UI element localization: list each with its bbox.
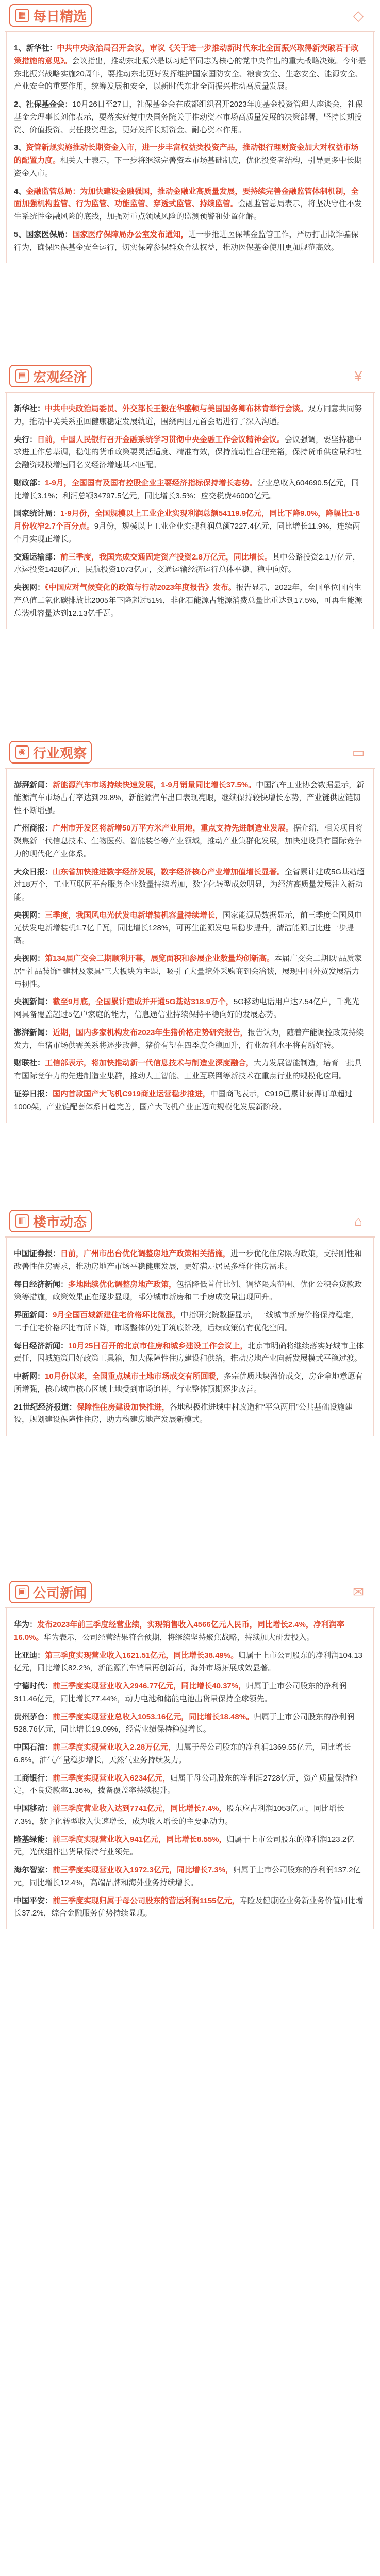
news-source: 交通运输部： (14, 552, 61, 562)
section-panel (6, 1238, 374, 1436)
news-source: 中新网： (14, 1372, 45, 1381)
building-icon: ▥ (15, 1214, 29, 1228)
news-source: 央视网： (14, 910, 45, 920)
news-source: 4、 (14, 187, 26, 196)
news-body: 10月26日至27日，社保基金会在成都组织召开2023年度基金投资管理人座谈会，社保基金会理事长刘伟表示，要落实好党中央国务院关于推动资本市场高质量发展的决策部署，坚持长期投资、价值投资、责任投资理念，更好发挥长期资金、耐心资本作用。 (14, 100, 363, 134)
news-headline: 国内首款国产大飞机C919商业运营稳步推进， (53, 1089, 210, 1098)
news-headline: 第134届广交会二期顺利开幕，展览面积和参展企业数量均创新高。 (45, 954, 275, 963)
decorative-icon: ▭ (352, 744, 365, 760)
news-source: 宁德时代： (14, 1682, 53, 1690)
news-item (14, 1248, 366, 1274)
news-headline: 1-9月，全国国有及国有控股企业主要经济指标保持增长态势。 (45, 478, 257, 487)
news-source: 广州商报： (14, 824, 53, 833)
news-source: 界面新闻： (14, 1311, 53, 1319)
news-item (14, 1619, 366, 1645)
section-title-box (9, 1581, 92, 1603)
news-item (14, 1864, 366, 1890)
section-header (5, 1577, 375, 1608)
calendar-icon: ▦ (15, 9, 29, 22)
news-body: 营业总收入604690.5亿元，同比增长3.1%；利润总额34797.5亿元，同比增长3.5%；应交税费46000亿元。 (14, 478, 359, 500)
news-headline: 前三季度实现营业收入2946.77亿元，同比增长40.37%， (53, 1682, 246, 1690)
news-source: 澎湃新闻： (14, 1028, 53, 1037)
news-source: 隆基绿能： (14, 1835, 53, 1844)
news-body: 据介绍，相关项目将聚焦新一代信息技术、生物医药、智能装备等产业领域，推动产业集群化发展，加快建设具有国际竞争力的现代化产业体系。 (14, 824, 363, 858)
news-source: 比亚迪： (14, 1651, 45, 1660)
section-hongguan (0, 361, 380, 629)
news-body: 9月份，规模以上工业企业实现利润总额7227.4亿元，同比增长11.9%，连续两个月实现正增长。 (14, 522, 360, 544)
news-source: 中国平安： (14, 1896, 53, 1905)
news-headline: 第三季度实现营业收入1621.51亿元，同比增长38.49%。 (45, 1651, 239, 1660)
section-panel (6, 769, 374, 1123)
news-item (14, 1650, 366, 1675)
news-source: 央行： (14, 435, 38, 444)
news-item (14, 1803, 366, 1828)
news-item (14, 1772, 366, 1798)
news-body: 股东应占利润1053亿元，同比增长7.3%，数字化转型收入快速增长，成为收入增长的主要驱动力。 (14, 1804, 344, 1826)
news-body: 归属于上市公司股东的净利润311.46亿元，同比增长77.44%，动力电池和储能电池出货量保持全球领先。 (14, 1682, 347, 1703)
news-source: 中国石油： (14, 1743, 53, 1752)
news-item (14, 507, 366, 546)
news-headline: 广州市开发区将新增50万平方米产业用地，重点支持先进制造业发展。 (53, 824, 293, 833)
news-headline: 中共中央政治局委员、外交部长王毅在华盛顿与美国国务卿布林肯举行会谈。 (45, 404, 308, 413)
news-body: 归属于上市公司股东的净利润137.2亿元，同比增长12.4%，高端品牌和海外业务持续增长。 (14, 1866, 361, 1887)
news-headline: 三季度，我国风电光伏发电新增装机容量持续增长， (45, 910, 223, 920)
news-source: 澎湃新闻： (14, 781, 53, 789)
news-headline: 日前，广州市出台优化调整房地产政策相关措施， (60, 1249, 231, 1258)
section-title: 楼市动态 (33, 1214, 87, 1230)
section-title-box (9, 741, 92, 764)
section-header (5, 1206, 375, 1238)
decorative-icon: ¥ (354, 368, 362, 384)
news-headline: 截至9月底，全国累计建成并开通5G基站318.9万个， (53, 997, 234, 1007)
news-headline: 10月份以来，全国重点城市土地市场成交有所回暖， (45, 1372, 224, 1381)
news-headline: 日前，中国人民银行召开金融系统学习贯彻中央金融工作会议精神会议。 (37, 435, 285, 444)
chart-icon: ▤ (15, 369, 29, 383)
news-headline: 多地陆续优化调整房地产政策， (68, 1280, 177, 1289)
news-item (14, 1309, 366, 1335)
news-body: 国家能源局数据显示，前三季度全国风电光伏发电新增装机1.7亿千瓦，同比增长128%，可再生能源发电量稳步提升，清洁能源占比进一步提高。 (14, 910, 362, 945)
section-header (5, 0, 375, 32)
section-title: 每日精选 (33, 8, 87, 24)
news-source: 21世纪经济报道： (14, 1402, 77, 1412)
section-title-box (9, 365, 92, 387)
section-panel (6, 32, 374, 263)
news-item (14, 1895, 366, 1921)
section-title-box (9, 4, 92, 27)
news-headline: 发布2023年前三季度经营业绩，实现销售收入4566亿元人民币，同比增长2.4%，净利润率16.0%。 (14, 1620, 344, 1642)
news-headline: 前三季度，我国完成交通固定资产投资2.8万亿元，同比增长。 (60, 552, 272, 562)
section-title: 宏观经济 (33, 369, 87, 385)
news-item (14, 185, 366, 224)
news-body: 中国商飞表示，C919已累计获得订单超过1000架，产业链配套体系日趋完善，国产大飞机产业正迈向规模化发展新阶段。 (14, 1089, 353, 1111)
news-source: 华为： (14, 1620, 38, 1629)
news-item (14, 1711, 366, 1737)
news-source: 贵州茅台： (14, 1712, 53, 1721)
news-item (14, 996, 366, 1022)
news-source: 大众日报： (14, 867, 53, 876)
news-item (14, 1680, 366, 1706)
news-source: 工商银行： (14, 1773, 53, 1783)
news-body: 中国汽车工业协会数据显示，新能源汽车市场占有率达到29.8%，新能源汽车出口表现亮眼，继续保持较快增长态势，产业链供应链韧性不断增强。 (14, 781, 365, 815)
news-item (14, 1057, 366, 1083)
news-source: 国家统计局： (14, 509, 61, 518)
news-body: 会议指出，推动东北振兴是以习近平同志为核心的党中央作出的重大战略决策。今年是东北振兴战略实施20周年，要推动东北更好发挥维护国家国防安全、粮食安全、生态安全、能源安全、产业安全的重要作用，统筹发展和安全，以新时代东北全面振兴推动高质量发展。 (14, 56, 366, 91)
news-headline: 新能源汽车市场持续快速发展，1-9月销量同比增长37.5%。 (53, 781, 256, 789)
news-item (14, 229, 366, 255)
news-source: 3、 (14, 143, 26, 152)
news-source: 央视新闻： (14, 997, 53, 1007)
section-loushi (0, 1206, 380, 1436)
news-item (14, 1401, 366, 1427)
news-source: 央视网： (14, 954, 45, 963)
section-title: 公司新闻 (33, 1585, 87, 1601)
news-item (14, 1370, 366, 1396)
news-body: 全省累计建成5G基站超过18万个，工业互联网平台服务企业数量持续增加，数字化转型成效明显，为经济高质量发展注入新动能。 (14, 867, 365, 902)
news-body: 本届广交会二期以“品质家居”“礼品装饰”“建材及家具”三大板块为主题，吸引了大量境外采购商到会洽谈，展现中国外贸发展活力与韧性。 (14, 954, 362, 989)
news-body: 北京市明确将继续落实好城市主体责任，因城施策用好政策工具箱，加大保障性住房建设和供给，推动房地产业向新发展模式平稳过渡。 (14, 1341, 364, 1363)
news-body: 归属于上市公司股东的净利润104.13亿元，同比增长82.2%，新能源汽车销量再创新高，海外市场拓展成效显著。 (14, 1651, 363, 1673)
news-headline: 资管新规实施推动长期资金入市，进一步丰富权益类投资产品，推动银行理财资金加大对权益市场的配置力度。 (14, 143, 359, 165)
news-item (14, 866, 366, 904)
news-source: 财政部： (14, 478, 45, 487)
news-headline: 前三季度实现归属于母公司股东的营运利润1155亿元， (53, 1896, 240, 1905)
news-body: 金融监管总局表示，将坚决守住不发生系统性金融风险的底线，加强对重点领域风险的监测预警和处置化解。 (14, 199, 362, 221)
news-headline: 国家医疗保障局办公室发布通知， (72, 230, 189, 239)
news-item (14, 403, 366, 429)
decorative-icon: ✉ (353, 1584, 364, 1600)
news-body: 归属于上市公司股东的净利润528.76亿元，同比增长19.09%，经营业绩保持稳健增长。 (14, 1712, 355, 1734)
news-body: 报告认为，随着产能调控政策持续发力，生猪市场供需关系将逐步改善，猪价有望在四季度企稳回升，行业盈利水平将有所好转。 (14, 1028, 364, 1050)
news-item (14, 1088, 366, 1114)
briefcase-icon: ▣ (15, 1585, 29, 1599)
decorative-icon: ◇ (353, 8, 364, 23)
news-headline: 前三季度实现营业总收入1053.16亿元，同比增长18.48%。 (53, 1712, 254, 1721)
news-source: 央视网： (14, 583, 45, 592)
eye-icon: ◉ (15, 745, 29, 759)
news-body: 会议强调，要坚持稳中求进工作总基调，稳健的货币政策要灵活适度、精准有效，保持流动性合理充裕，保持货币供应量和社会融资规模增速同名义经济增速基本匹配。 (14, 435, 362, 469)
news-item (14, 909, 366, 947)
news-item (14, 582, 366, 620)
news-headline: 保障性住房建设加快推进， (76, 1402, 170, 1412)
news-body: 归属于母公司股东的净利润1369.55亿元，同比增长6.8%，油气产量稳步增长，天然气业务持续发力。 (14, 1743, 351, 1765)
news-headline: 近期，国内多家机构发布2023年生猪价格走势研究报告， (53, 1028, 248, 1037)
news-headline: 10月25日召开的北京市住房和城乡建设工作会议上， (68, 1341, 248, 1350)
news-item (14, 953, 366, 991)
news-item (14, 98, 366, 137)
news-item (14, 1340, 366, 1366)
news-item (14, 779, 366, 817)
news-body: 华为表示，公司经营结果符合预期，将继续坚持聚焦战略，持续加大研发投入。 (43, 1633, 315, 1642)
news-body: 中指研究院数据显示，一线城市新房价格保持稳定，二手住宅价格环比有所下降，市场整体仍处于筑底阶段，后续政策仍有优化空间。 (14, 1311, 359, 1332)
news-source: 2、社保基金会： (14, 100, 73, 109)
news-body: 包括降低首付比例、调整限购范围、优化公积金贷款政策等措施，政策效果正在逐步显现，部分城市新房和二手房成交量出现回升。 (14, 1280, 362, 1302)
news-item (14, 822, 366, 860)
news-source: 5、国家医保局： (14, 230, 73, 239)
news-headline: 前三季度实现营业收入1972.3亿元，同比增长7.3%， (53, 1866, 234, 1874)
news-item (14, 477, 366, 503)
news-headline: 中共中央政治局召开会议，审议《关于进一步推动新时代东北全面振兴取得新突破若干政策措施的意见》。 (14, 44, 359, 65)
news-item (14, 1834, 366, 1859)
section-header (5, 737, 375, 769)
news-item (14, 42, 366, 93)
news-item (14, 1027, 366, 1053)
news-headline: 金融监管总局：为加快建设金融强国，推动金融业高质量发展，要持续完善金融监管体制机制，全面加强机构监管、行为监管、功能监管、穿透式监管、持续监管。 (14, 187, 359, 209)
section-hangye (0, 737, 380, 1123)
news-item (14, 434, 366, 472)
news-source: 每日经济新闻： (14, 1341, 69, 1350)
news-headline: 《中国应对气候变化的政策与行动2023年度报告》发布。 (45, 583, 236, 592)
section-panel (6, 393, 374, 629)
news-body: 进一步优化住房限购政策，支持刚性和改善性住房需求，推动房地产市场平稳健康发展，更好满足居民多样化住房需求。 (14, 1249, 362, 1271)
news-item (14, 142, 366, 180)
news-source: 中国移动： (14, 1804, 53, 1813)
news-source: 新华社： (14, 404, 45, 413)
news-headline: 工信部表示，将加快推动新一代信息技术与制造业深度融合， (45, 1059, 254, 1068)
news-headline: 前三季度实现营业收入941亿元，同比增长8.55%， (53, 1835, 227, 1844)
news-source: 1、新华社： (14, 44, 57, 53)
news-item (14, 1279, 366, 1304)
news-headline: 前三季度实现营业收入6234亿元， (53, 1773, 171, 1783)
section-gongsi (0, 1577, 380, 1929)
news-source: 中国证券报： (14, 1249, 61, 1258)
news-headline: 前三季度实现营业收入2.28万亿元， (53, 1743, 176, 1752)
news-source: 每日经济新闻： (14, 1280, 69, 1289)
news-body: 双方同意共同努力，推动中美关系重回健康稳定发展轨道，围绕两国元首会晤进行了深入沟通。 (14, 404, 362, 426)
news-headline: 山东省加快推进数字经济发展，数字经济核心产业增加值增长显著。 (53, 867, 285, 876)
news-body: 相关人士表示，下一步将继续完善资本市场基础制度，优化投资者结构，引导更多中长期资金入市。 (14, 156, 362, 178)
news-headline: 9月全国百城新建住宅价格环比微涨， (53, 1311, 181, 1319)
news-body: 归属于上市公司股东的净利润123.2亿元，光伏组件出货量保持行业领先。 (14, 1835, 355, 1857)
news-body: 进一步推进医保基金监管工作，严厉打击欺诈骗保行为，确保医保基金安全运行，切实保障参保群众合法权益，推动医保基金使用更加规范高效。 (14, 230, 359, 252)
section-panel (6, 1608, 374, 1929)
news-body: 归属于母公司股东的净利润2728亿元，资产质量保持稳定，不良贷款率1.36%，拨备覆盖率持续提升。 (14, 1773, 358, 1795)
news-body: 其中公路投资2.1万亿元，水运投资1428亿元，民航投资1073亿元，交通运输经济运行总体平稳、稳中向好。 (14, 552, 360, 574)
section-jingxuan (0, 0, 380, 263)
section-title: 行业观察 (33, 745, 87, 761)
news-body: 大力发展智能制造，培育一批具有国际竞争力的先进制造业集群，推动人工智能、工业互联网等新技术在重点行业的规模化应用。 (14, 1059, 362, 1080)
news-body: 寿险及健康险业务新业务价值同比增长37.2%，综合金融服务优势持续显现。 (14, 1896, 364, 1918)
news-item (14, 551, 366, 577)
news-source: 财联社： (14, 1059, 45, 1068)
news-body: 报告显示，2022年，全国单位国内生产总值二氧化碳排放比2005年下降超过51%，非化石能源占能源消费总量比重达到17.5%，可再生能源总装机容量达到12.13亿千瓦。 (14, 583, 362, 618)
news-headline: 1-9月份，全国规模以上工业企业实现利润总额54119.9亿元，同比下降9.0%，降幅比1-8月份收窄2.7个百分点。 (14, 509, 360, 531)
decorative-icon: ⌂ (354, 1213, 362, 1229)
news-headline: 前三季度营业收入达到7741亿元，同比增长7.4%， (53, 1804, 227, 1813)
news-body: 多宗优质地块溢价成交，房企拿地意愿有所增强，核心城市核心区域土地受到市场追捧，行业整体预期逐步改善。 (14, 1372, 363, 1394)
section-header (5, 361, 375, 393)
news-body: 各地积极推进城中村改造和“平急两用”公共基础设施建设，规划建设保障性住房，助力构建房地产发展新模式。 (14, 1402, 353, 1425)
section-title-box (9, 1210, 92, 1232)
news-item (14, 1741, 366, 1767)
news-source: 海尔智家： (14, 1866, 53, 1874)
news-source: 证券日报： (14, 1089, 53, 1098)
news-body: 5G移动电话用户达7.54亿户，千兆光网具备覆盖超过5亿户家庭的能力，信息通信业持续保持平稳向好的发展态势。 (14, 997, 360, 1019)
